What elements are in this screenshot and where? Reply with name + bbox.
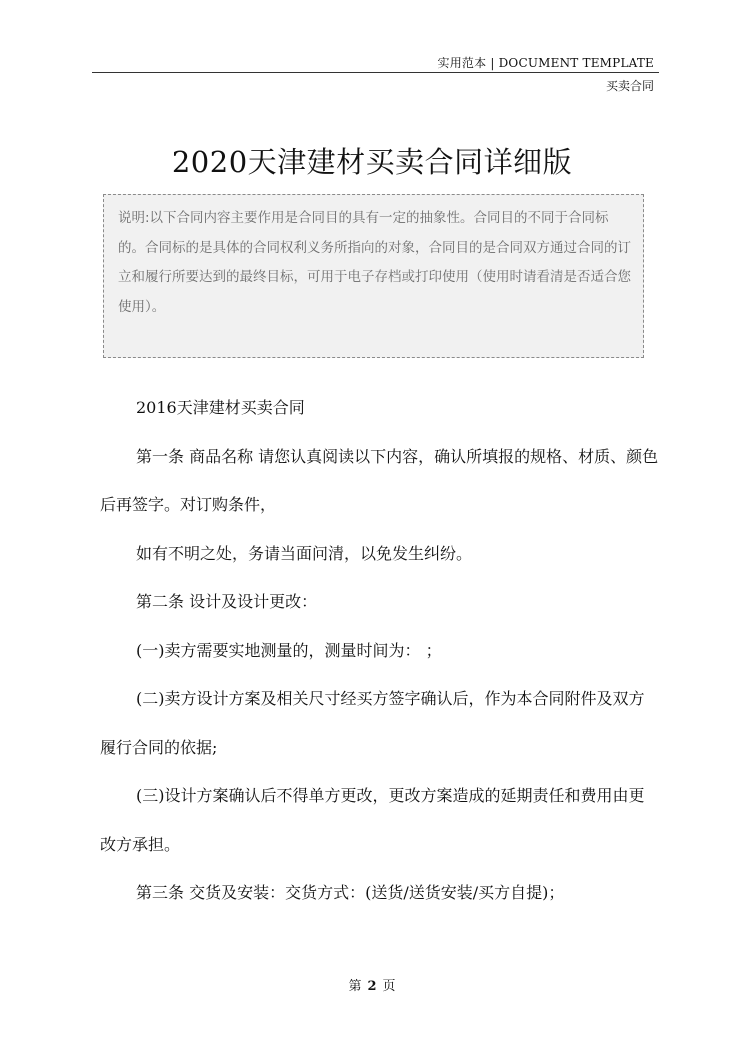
- paragraph: 第三条 交货及安装：交货方式：(送货/送货安装/买方自提)；: [136, 883, 565, 902]
- paragraph: 第一条 商品名称 请您认真阅读以下内容，确认所填报的规格、材质、颜色后再签字。对订购条件，: [100, 446, 659, 514]
- paragraph: (二)卖方设计方案及相关尺寸经买方签字确认后，作为本合同附件及双方履行合同的依据;: [100, 689, 645, 757]
- paragraph: (三)设计方案确认后不得单方更改，更改方案造成的延期责任和费用由更改方承担。: [100, 786, 645, 854]
- page-footer: [0, 975, 744, 994]
- page-suffix: 页: [382, 979, 396, 994]
- paragraph: 如有不明之处，务请当面问清，以免发生纠纷。: [136, 543, 473, 563]
- document-title: 2020天津建材买卖合同详细版: [171, 145, 573, 179]
- header-divider: [92, 72, 659, 73]
- note-box: [103, 194, 644, 358]
- note-text: 说明:以下合同内容主要作用是合同目的具有一定的抽象性。合同目的不同于合同标的。合同标的是具体的合同权利义务所指向的对象，合同目的是合同双方通过合同的订立和履行所要达到的最终目标，可用于电子存档或打印使用（使用时请看清是否适合您使用）。: [118, 210, 631, 315]
- header-label: 实用范本 | DOCUMENT TEMPLATE: [437, 56, 654, 70]
- paragraph: 2016天津建材买卖合同: [136, 398, 305, 417]
- page-prefix: 第: [348, 979, 362, 994]
- document-body: [100, 384, 660, 918]
- paragraph: (一)卖方需要实地测量的，测量时间为： ；: [136, 640, 442, 660]
- paragraph: 第二条 设计及设计更改：: [136, 592, 318, 611]
- page-number: 2: [367, 979, 377, 994]
- header-subtitle: 买卖合同: [605, 79, 654, 93]
